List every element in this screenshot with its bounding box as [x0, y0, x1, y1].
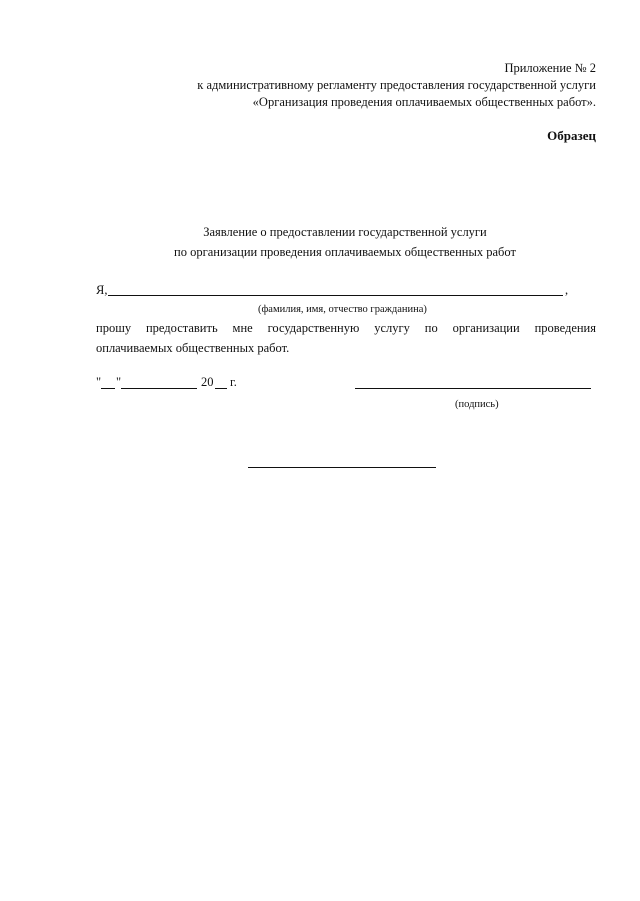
document-title-line-1: Заявление о предоставлении государственной услуги — [203, 225, 487, 239]
date-day-field[interactable] — [101, 388, 115, 389]
applicant-suffix: , — [565, 283, 569, 297]
signature-caption: (подпись) — [455, 399, 499, 410]
request-word: организации — [452, 321, 520, 335]
appendix-number: Приложение № 2 — [504, 61, 596, 75]
request-word: прошу — [96, 321, 132, 335]
applicant-name-field[interactable] — [108, 295, 563, 296]
request-word: государственную — [267, 321, 360, 335]
applicant-caption: (фамилия, имя, отчество гражданина) — [258, 304, 427, 315]
document-title-line-2: по организации проведения оплачиваемых общественных работ — [174, 245, 516, 259]
request-text-line-1 — [96, 320, 596, 337]
request-word: предоставить — [145, 321, 218, 335]
appendix-service-name: «Организация проведения оплачиваемых общественных работ». — [252, 95, 596, 109]
date-month-field[interactable] — [121, 388, 197, 389]
applicant-prefix: Я, — [96, 283, 108, 297]
signature-field[interactable] — [355, 388, 591, 389]
request-word: проведения — [534, 321, 597, 335]
request-word: по — [424, 321, 438, 335]
date-year-field[interactable] — [215, 388, 227, 389]
closing-divider — [248, 467, 436, 468]
date-quote-open: " — [96, 375, 102, 389]
date-year-suffix: г. — [230, 375, 237, 389]
appendix-header — [116, 60, 596, 111]
appendix-regulation: к административному регламенту предоставления государственной услуги — [197, 78, 596, 92]
request-text-line-2: оплачиваемых общественных работ. — [96, 341, 290, 355]
request-word: мне — [232, 321, 253, 335]
sample-label: Образец — [547, 128, 596, 143]
request-word: услугу — [374, 321, 410, 335]
date-year-prefix: 20 — [201, 375, 214, 389]
date-quote-close: " — [116, 375, 122, 389]
